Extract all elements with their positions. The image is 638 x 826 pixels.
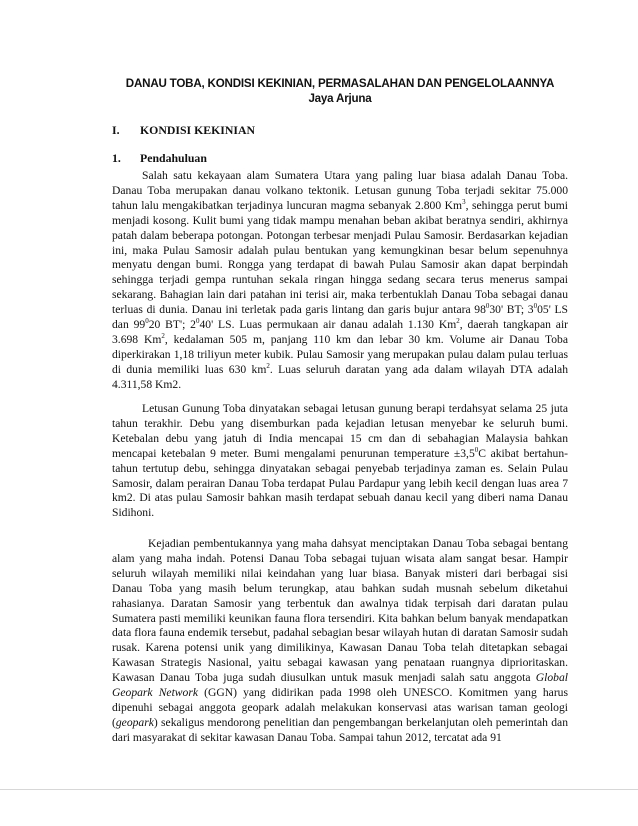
document-title <box>112 76 568 106</box>
p1-text-3: 30' BT; 3 <box>489 303 534 317</box>
page-bottom-divider <box>0 789 638 790</box>
p1-text-6: 40' LS. Luas permukaan air danau adalah 1.130 Km <box>199 318 457 332</box>
p1-text-1: Salah satu kekayaan alam Sumatera Utara yang paling luar biasa adalah Danau Toba. Danau Toba merupakan danau volkano tektonik. Letusan gunung Toba terjadi sekitar 75.000 tahun lalu mengakibatkan terjadinya luncuran magma sebanyak 2.800 Km <box>112 169 568 212</box>
section-number: I. <box>112 123 120 137</box>
p2-text-2: C akibat bertahun-tahun tertutup debu, sehingga dinyatakan sebagai penyebab terjadinya zaman es. Selain Pulau Samosir, dalam perairan Danau Toba terdapat Pulau Pardapur yang lebih kecil dengan luas area 7 km2. Di atas pulau Samosir bahkan masih terdapat sebuah danau kecil yang diberi nama Danau Sidihoni. <box>112 446 568 520</box>
p3-text-3: ) sekaligus mendorong penelitian dan pengembangan berkelanjutan oleh pemerintah dan dari masyarakat di sekitar kawasan Danau Toba. Sampai tahun 2012, tercatat ada 91 <box>112 715 568 744</box>
p1-sup-2: 0 <box>485 302 490 311</box>
author-name: Jaya Arjuna <box>308 92 372 105</box>
p2-sup-1: 0 <box>474 445 479 454</box>
p3-italic-2: geopark <box>115 715 154 729</box>
p1-sup-8: 2 <box>266 361 270 370</box>
subsection-number: 1. <box>112 151 121 165</box>
p1-text-4: 05' LS dan 99 <box>112 303 568 332</box>
p1-sup-5: 0 <box>195 317 200 326</box>
section-heading <box>112 123 255 138</box>
subsection-heading <box>112 151 207 166</box>
p3-text-1: Kejadian pembentukannya yang maha dahsyat menciptakan Danau Toba sebagai bentang alam yang maha indah. Potensi Danau Toba sebagai tujuan wisata alam sangat besar. Hampir seluruh wilayah memiliki nilai keindahan yang luar biasa. Banyak misteri dari berbagai sisi Danau Toba yang masih belum terungkap, atau bahkan sudah musnah sebelum diketahui rahasianya. Daratan Samosir yang terbentuk dan awalnya tidak terpisah dari daratan pulau Sumatera pasti memiliki keunikan fauna flora tersendiri. Kita bahkan belum banyak mendapatkan data flora fauna endemik tersebut, padahal sebagian besar wilayah hutan di daratan Samosir sudah rusak. Karena potensi unik yang dimilikinya, Kawasan Danau Toba telah ditetapkan sebagai Kawasan Strategis Nasional, yaitu sebagai kawasan yang penataan ruangnya diprioritaskan. Kawasan Danau Toba juga sudah diusulkan untuk masuk menjadi salah satu anggota <box>112 537 568 685</box>
title-main: DANAU TOBA, KONDISI KEKINIAN, PERMASALAHAN DAN PENGELOLAANNYA <box>125 77 555 90</box>
paragraph-3 <box>112 537 568 746</box>
p1-text-9: . Luas seluruh daratan yang ada dalam wilayah DTA adalah 4.311,58 Km2. <box>112 362 568 391</box>
paragraph-1 <box>112 169 568 393</box>
subsection-title: Pendahuluan <box>140 151 207 165</box>
p3-italic-1: Global Geopark Network <box>112 671 568 700</box>
paragraph-2 <box>112 402 568 521</box>
p1-sup-4: 0 <box>145 317 149 326</box>
section-title: KONDISI KEKINIAN <box>140 123 256 137</box>
p1-sup-6: 2 <box>456 317 460 326</box>
p1-sup-7: 2 <box>161 331 165 340</box>
p1-text-5: 20 BT'; 2 <box>148 318 196 332</box>
p3-text-2: (GGN) yang didirikan pada 1998 oleh UNESCO. Komitmen yang harus dipenuhi sebagai anggota geopark adalah melakukan konservasi atas warisan taman geologi ( <box>112 686 568 729</box>
p1-text-7: , daerah tangkapan air 3.698 Km <box>112 318 569 346</box>
p1-sup-1: 3 <box>462 197 466 206</box>
p1-text-8: , kedalaman 505 m, panjang 110 km dan lebar 30 km. Volume air Danau Toba diperkirakan 1,18 triliyun meter kubik. Pulau Samosir yang merupakan pulau dalam pulau terluas di dunia memiliki luas 630 km <box>112 332 569 376</box>
p1-text-2: , sehingga perut bumi menjadi kosong. Kulit bumi yang tidak mampu menahan beban akibat beratnya sendiri, akhirnya patah dalam beberapa potongan. Potongan terbesar menjadi Pulau Samosir. Berdasarkan kejadian ini, maka Pulau Samosir adalah pulau bentukan yang kemungkinan besar belum sepenuhnya menyatu dengan bumi. Rongga yang terdapat di bawah Pulau Samosir akan dapat berpindah sehingga terjadi gempa runtuhan sekala ringan hingga sedang secara terus menerus sampai sekarang. Bahagian lain dari patahan ini terisi air, maka terbentuklah Danau Toba sebagai danau terluas di dunia. Danau ini terletak pada garis lintang dan garis bujur antara 98 <box>112 198 568 317</box>
p1-sup-3: 0 <box>533 302 538 311</box>
p2-text-1: Letusan Gunung Toba dinyatakan sebagai letusan gunung berapi terdahsyat selama 25 juta tahun terakhir. Debu yang disemburkan pada kejadian letusan menyebar ke seluruh bumi. Ketebalan debu yang jatuh di India mencapai 15 cm dan di sebahagian Malaysia bahkan mencapai ketebalan 9 meter. Bumi mengalami penurunan temperature ±3,5 <box>112 402 568 460</box>
